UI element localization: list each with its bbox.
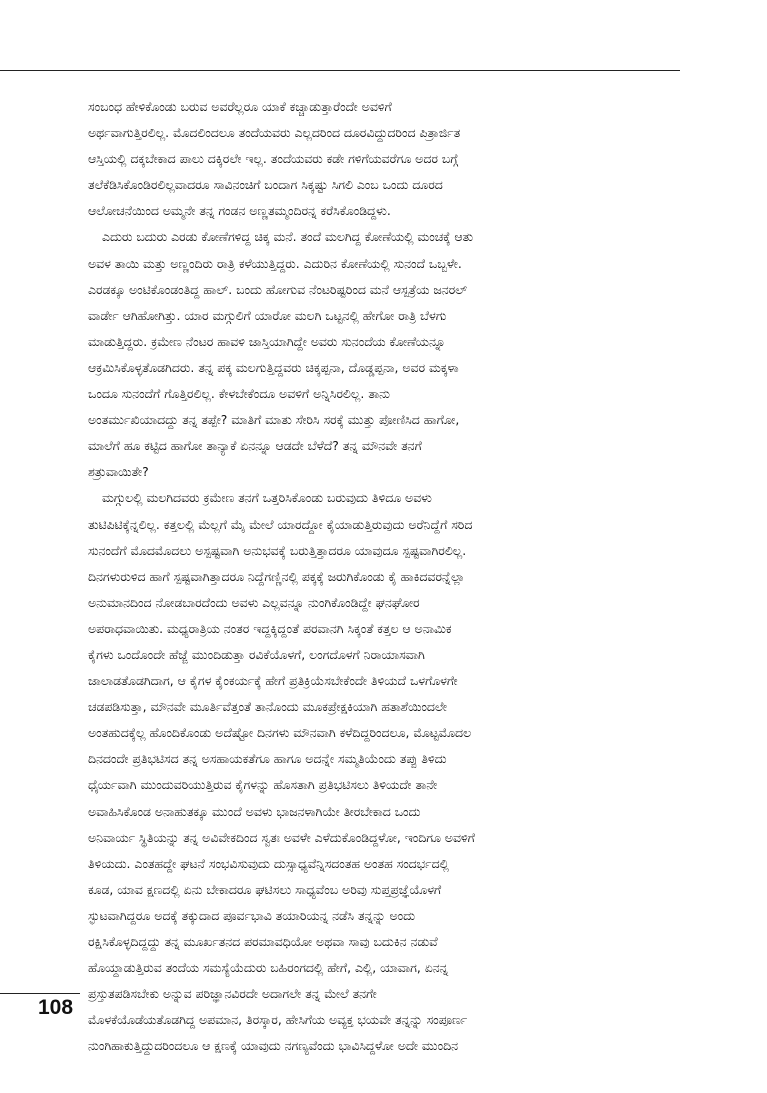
text-line: ಅಂತರ್ಮುಖಿಯಾದದ್ದು ತನ್ನ ತಪ್ಪೇ? ಮಾತಿಗೆ ಮಾತು ಸೇರಿಸಿ ಸರಕ್ಕೆ ಮುತ್ತು ಪೋಣಿಸಿದ ಹಾಗೋ,	[88, 412, 460, 428]
text-line: ಸಂಬಂಧ ಹೇಳಿಕೊಂಡು ಬರುವ ಅವರೆಲ್ಲರೂ ಯಾಕೆ ಕಚ್ಚಾಡುತ್ತಾರೆಂದೇ ಅವಳಿಗೆ	[88, 99, 392, 114]
header-rule	[0, 70, 680, 71]
footer-rule	[0, 993, 80, 994]
text-line: ಹೊಯ್ದಾಡುತ್ತಿರುವ ತಂದೆಯ ಸಮಸ್ಯೆಯೆದುರು ಬಹಿರಂಗದಲ್ಲಿ ಹೇಗೆ, ಎಲ್ಲಿ, ಯಾವಾಗ, ಏನನ್ನ	[88, 960, 449, 976]
text-line: ಅನುಮಾನದಿಂದ ನೋಡಬಾರದೆಂದು ಅವಳು ಎಲ್ಲವನ್ನೂ ನುಂಗಿಕೊಂಡಿದ್ದೇ ಘನಘೋರ	[88, 594, 420, 610]
text-line: ಅಂತಹುದಕ್ಕೆಲ್ಲ ಹೊಂದಿಕೊಂಡು ಅದೆಷ್ಟೋ ದಿನಗಳು ಮೌನವಾಗಿ ಕಳೆದಿದ್ದರಿಂದಲೂ, ಮೊಟ್ಟಮೊದಲ	[88, 725, 472, 741]
text-line: ಮೊಳಕೆಯೊಡೆಯತೊಡಗಿದ್ದ ಅಪಮಾನ, ತಿರಸ್ಕಾರ, ಹೇಸಿಗೆಯ ಅವ್ಯಕ್ತ ಭಯವೇ ತನ್ನನ್ನು ಸಂಪೂರ್ಣ	[88, 1012, 468, 1028]
paragraph	[88, 485, 674, 1059]
text-line: ಆಕ್ರಮಿಸಿಕೊಳ್ಳತೊಡಗಿದರು. ತನ್ನ ಪಕ್ಕ ಮಲಗುತ್ತಿದ್ದವರು ಚಿಕ್ಕಪ್ಪನಾ, ದೊಡ್ಡಪ್ಪನಾ, ಅವರ ಮಕ್ಕಳಾ	[88, 359, 459, 375]
text-line: ದಿನದಂದೇ ಪ್ರತಿಭಟಿಸದ ತನ್ನ ಅಸಹಾಯಕತೆಗೂ ಹಾಗೂ ಅದನ್ನೇ ಸಮ್ಮತಿಯೆಂದು ತಪ್ಪು ತಿಳಿದು	[88, 751, 447, 767]
text-line: ಕೂಡ, ಯಾವ ಕ್ಷಣದಲ್ಲಿ ಏನು ಬೇಕಾದರೂ ಘಟಿಸಲು ಸಾಧ್ಯವೆಂಬ ಅರಿವು ಸುಪ್ತಪ್ರಜ್ಞೆಯೊಳಗೆ	[88, 881, 442, 897]
text-line: ದಿನಗಳುರುಳಿದ ಹಾಗೆ ಸ್ಪಷ್ಟವಾಗಿತ್ತಾದರೂ ನಿದ್ದೆಗಣ್ಣಿನಲ್ಲಿ ಪಕ್ಕಕ್ಕೆ ಜರುಗಿಕೊಂಡು ಕೈ ಹಾಕಿದವರನ್ನೆಲ್ಲಾ	[88, 568, 465, 584]
text-line: ಶತ್ರುವಾಯಿತೇ?	[88, 464, 149, 480]
text-line: ಧೈರ್ಯವಾಗಿ ಮುಂದುವರಿಯುತ್ತಿರುವ ಕೈಗಳನ್ನು ಹೊಸತಾಗಿ ಪ್ರತಿಭಟಿಸಲು ತಿಳಿಯದೇ ತಾನೇ	[88, 777, 438, 793]
text-line: ಪ್ರಸ್ತುತಪಡಿಸಬೇಕು ಅನ್ನುವ ಪರಿಜ್ಞಾನವಿರದೇ ಅದಾಗಲೇ ತನ್ನ ಮೇಲೆ ತನಗೇ	[88, 986, 377, 1002]
paragraph	[88, 94, 674, 224]
text-line: ವಾರ್ಡೇ ಆಗಿಹೋಗಿತ್ತು. ಯಾರ ಮಗ್ಗುಲಿಗೆ ಯಾರೋ ಮಲಗಿ ಒಟ್ಟನಲ್ಲಿ ಹೇಗೋ ರಾತ್ರಿ ಬೆಳಗು	[88, 307, 447, 323]
text-line: ಸ್ಫುಟವಾಗಿದ್ದರೂ ಅದಕ್ಕೆ ತಕ್ಕುದಾದ ಪೂರ್ವಭಾವಿ ತಯಾರಿಯನ್ನ ನಡೆಸಿ ತನ್ನನ್ನು ಅಂದು	[88, 907, 416, 923]
text-line: ಎದುರು ಬದುರು ಎರಡು ಕೋಣೆಗಳಿದ್ದ ಚಿಕ್ಕ ಮನೆ. ತಂದೆ ಮಲಗಿದ್ದ ಕೋಣೆಯಲ್ಲಿ ಮಂಚಕ್ಕೆ ಆತು	[102, 229, 474, 245]
paragraph	[88, 224, 674, 485]
text-line: ತುಟಿಪಿಟಿಕ್ಕೆನ್ನಲಿಲ್ಲ. ಕತ್ತಲಲ್ಲಿ ಮೆಲ್ಲಗೆ ಮೈ ಮೇಲೆ ಯಾರದ್ದೋ ಕೈಯಾಡುತ್ತಿರುವುದು ಅರೆನಿದ್ದೆಗೆ ಸರಿದ	[88, 516, 473, 532]
text-line: ಅರ್ಥವಾಗುತ್ತಿರಲಿಲ್ಲ. ಮೊದಲಿಂದಲೂ ತಂದೆಯವರು ಎಲ್ಲದರಿಂದ ದೂರವಿದ್ದುದರಿಂದ ಪಿತ್ರಾರ್ಜಿತ	[88, 125, 461, 141]
body-text	[88, 94, 674, 1059]
text-line: ಅಪರಾಧವಾಯಿತು. ಮಧ್ಯರಾತ್ರಿಯ ನಂತರ ಇದ್ದಕ್ಕಿದ್ದಂತೆ ಪರವಾನಗಿ ಸಿಕ್ಕಂತೆ ಕತ್ತಲ ಆ ಅನಾಮಿಕ	[88, 620, 452, 636]
page-number: 108	[38, 996, 74, 1019]
text-line: ಅವಳ ತಾಯಿ ಮತ್ತು ಅಣ್ಣಂದಿರು ರಾತ್ರಿ ಕಳೆಯುತ್ತಿದ್ದರು. ಎದುರಿನ ಕೋಣೆಯಲ್ಲಿ ಸುನಂದೆ ಒಬ್ಬಳೇ.	[88, 255, 462, 271]
text-line: ಒಂದೂ ಸುನಂದೆಗೆ ಗೊತ್ತಿರಲಿಲ್ಲ. ಕೇಳಬೇಕೆಂದೂ ಅವಳಿಗೆ ಅನ್ನಿಸಿರಲಿಲ್ಲ. ತಾನು	[88, 386, 390, 402]
text-line: ಆಸ್ತಿಯಲ್ಲಿ ದಕ್ಕಬೇಕಾದ ಪಾಲು ದಕ್ಕಿರಲೇ ಇಲ್ಲ. ತಂದೆಯವರು ಕಡೇ ಗಳಿಗೆಯವರೆಗೂ ಅದರ ಬಗ್ಗೆ	[88, 151, 459, 167]
text-line: ರಕ್ಷಿಸಿಕೊಳ್ಳದಿದ್ದದ್ದು ತನ್ನ ಮೂರ್ಖತನದ ಪರಮಾವಧಿಯೋ ಅಥವಾ ಸಾವು ಬದುಕಿನ ನಡುವೆ	[88, 934, 438, 949]
text-line: ಮಗ್ಗುಲಲ್ಲಿ ಮಲಗಿದವರು ಕ್ರಮೇಣ ತನಗೆ ಒತ್ತರಿಸಿಕೊಂಡು ಬರುವುದು ತಿಳಿದೂ ಅವಳು	[102, 490, 432, 506]
text-line: ನುಂಗಿಹಾಕುತ್ತಿದ್ದುದರಿಂದಲೂ ಆ ಕ್ಷಣಕ್ಕೆ ಯಾವುದು ನಗಣ್ಯವೆಂದು ಭಾವಿಸಿದ್ದಳೋ ಅದೇ ಮುಂದಿನ	[88, 1038, 458, 1054]
text-line: ಚಡಪಡಿಸುತ್ತಾ, ಮೌನವೇ ಮೂರ್ತಿವೆತ್ತಂತೆ ತಾನೊಂದು ಮೂಕಪ್ರೇಕ್ಷಕಿಯಾಗಿ ಹತಾಶೆಯಿಂದಲೇ	[88, 699, 447, 715]
text-line: ಕೈಗಳು ಒಂದೊಂದೇ ಹೆಜ್ಜೆ ಮುಂದಿಡುತ್ತಾ ರವಿಕೆಯೊಳಗೆ, ಲಂಗದೊಳಗೆ ನಿರಾಯಾಸವಾಗಿ	[88, 646, 425, 662]
text-line: ಅವಾಹಿಸಿಕೊಂಡ ಅನಾಹುತಕ್ಕೂ ಮುಂದೆ ಅವಳು ಭಾಜನಳಾಗಿಯೇ ತೀರಬೇಕಾದ ಒಂದು	[88, 803, 421, 819]
text-line: ಮಾಡುತ್ತಿದ್ದರು. ಕ್ರಮೇಣ ನೆಂಟರ ಹಾವಳಿ ಜಾಸ್ತಿಯಾಗಿದ್ದೇ ಅವರು ಸುನಂದೆಯ ಕೋಣೆಯನ್ನೂ	[88, 333, 446, 349]
text-line: ಮಾಲೆಗೆ ಹೂ ಕಟ್ಟಿದ ಹಾಗೋ ತಾನ್ಯಾಕೆ ಏನನ್ನೂ ಆಡದೇ ಬೆಳೆದೆ? ತನ್ನ ಮೌನವೇ ತನಗೆ	[88, 438, 422, 454]
text-line: ಜಾಲಾಡತೊಡಗಿದಾಗ, ಆ ಕೈಗಳ ಕೈಂಕರ್ಯಕ್ಕೆ ಹೇಗೆ ಪ್ರತಿಕ್ರಿಯೆಸಬೇಕೆಂದೇ ತಿಳಿಯದೆ ಒಳಗೊಳಗೇ	[88, 673, 458, 689]
text-line: ಅನಿವಾರ್ಯ ಸ್ಥಿತಿಯನ್ನು ತನ್ನ ಅವಿವೇಕದಿಂದ ಸ್ವತಃ ಅವಳೇ ಎಳೆದುಕೊಂಡಿದ್ದಳೋ, ಇಂದಿಗೂ ಅವಳಿಗೆ	[88, 829, 475, 845]
text-line: ತಿಳಿಯದು. ಎಂತಹದ್ದೇ ಘಟನೆ ಸಂಭವಿಸುವುದು ದುಸ್ಸಾಧ್ಯವೆನ್ನಿಸದಂತಹ ಅಂತಹ ಸಂದರ್ಭದಲ್ಲಿ	[88, 855, 449, 871]
text-line: ತಲೆಕೆಡಿಸಿಕೊಂಡಿರಲಿಲ್ಲವಾದರೂ ಸಾವಿನಂಚಿಗೆ ಬಂದಾಗ ಸಿಕ್ಕಷ್ಟು ಸಿಗಲಿ ಎಂಬ ಒಂದು ದೂರದ	[88, 177, 443, 193]
text-line: ಸುನಂದೆಗೆ ಮೊದಮೊದಲು ಅಸ್ಪಷ್ಟವಾಗಿ ಅನುಭವಕ್ಕೆ ಬರುತ್ತಿತ್ತಾದರೂ ಯಾವುದೂ ಸ್ಪಷ್ಟವಾಗಿರಲಿಲ್ಲ.	[88, 542, 467, 558]
text-line: ಎರಡಕ್ಕೂ ಅಂಟಿಕೊಂಡಂತಿದ್ದ ಹಾಲ್. ಬಂದು ಹೋಗುವ ನೆಂಟರಿಷ್ಟರಿಂದ ಮನೆ ಆಸ್ಪತ್ರೆಯ ಜನರಲ್	[88, 281, 468, 297]
text-line: ಆಲೋಚನೆಯಿಂದ ಅಮ್ಮನೇ ತನ್ನ ಗಂಡನ ಅಣ್ಣತಮ್ಮಂದಿರನ್ನ ಕರೆಸಿಕೊಂಡಿದ್ದಳು.	[88, 203, 391, 219]
